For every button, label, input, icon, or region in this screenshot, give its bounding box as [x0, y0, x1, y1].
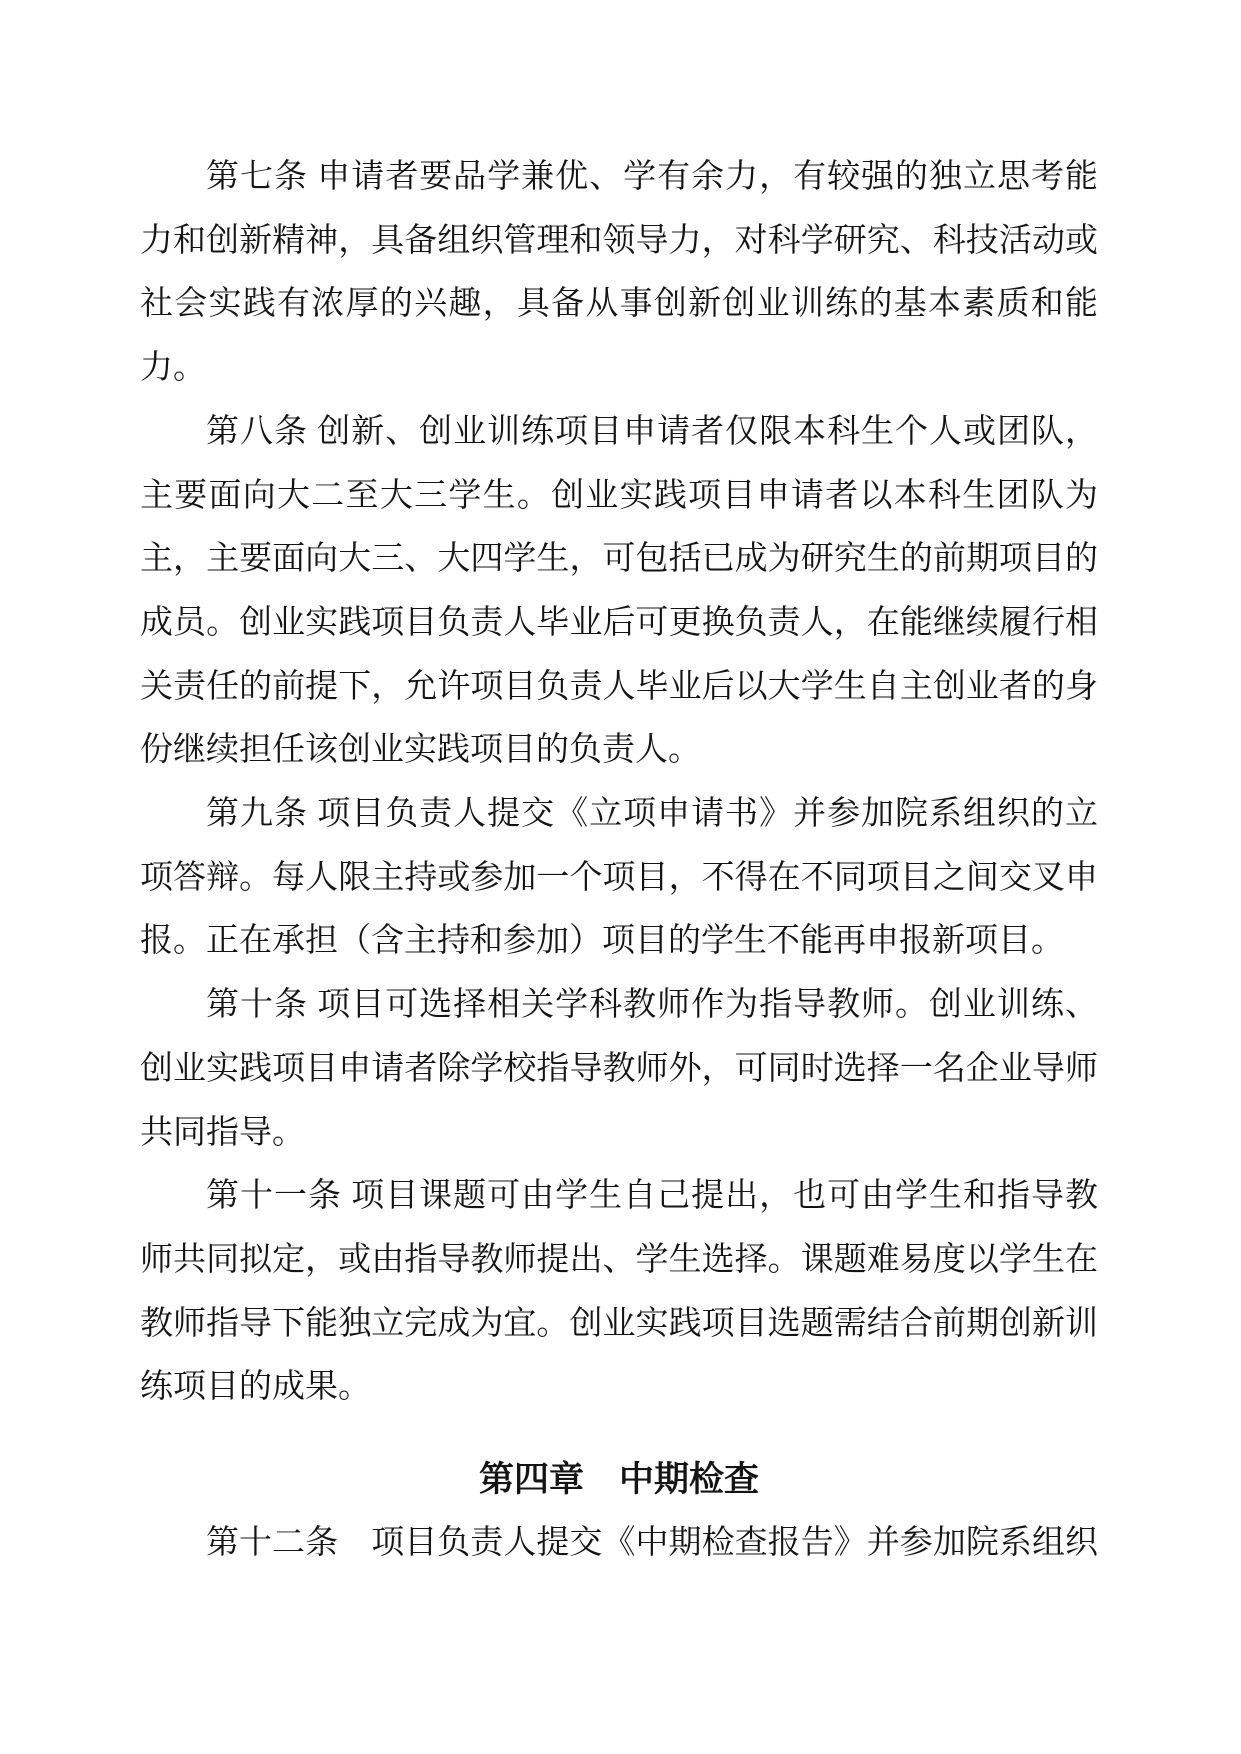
paragraph-line: 第九条 项目负责人提交《立项申请书》并参加院系组织的立	[206, 796, 1098, 833]
paragraph-line: 报。正在承担（含主持和参加）项目的学生不能再申报新项目。	[140, 923, 1064, 960]
paragraph-line: 共同指导。	[140, 1114, 305, 1151]
paragraph-line: 创业实践项目申请者除学校指导教师外，可同时选择一名企业导师	[140, 1050, 1098, 1087]
paragraph-line: 第十二条 项目负责人提交《中期检查报告》并参加院系组织	[206, 1524, 1098, 1561]
paragraph-line: 第八条 创新、创业训练项目申请者仅限本科生个人或团队，	[206, 413, 1098, 450]
paragraph-line: 第七条 申请者要品学兼优、学有余力，有较强的独立思考能	[206, 159, 1098, 195]
paragraph-line: 主要面向大二至大三学生。创业实践项目申请者以本科生团队为	[140, 477, 1098, 514]
paragraph-line: 练项目的成果。	[140, 1369, 371, 1406]
paragraph-line: 力和创新精神，具备组织管理和领导力，对科学研究、科技活动或	[140, 222, 1098, 259]
paragraph-line: 第十一条 项目课题可由学生自己提出，也可由学生和指导教	[206, 1178, 1098, 1215]
paragraph-line: 项答辩。每人限主持或参加一个项目，不得在不同项目之间交叉申	[140, 859, 1098, 896]
paragraph-line: 师共同拟定，或由指导教师提出、学生选择。课题难易度以学生在	[140, 1241, 1098, 1278]
paragraph-line: 关责任的前提下，允许项目负责人毕业后以大学生自主创业者的身	[140, 668, 1098, 705]
paragraph-line: 社会实践有浓厚的兴趣，具备从事创新创业训练的基本素质和能	[140, 286, 1098, 323]
paragraph-line: 成员。创业实践项目负责人毕业后可更换负责人，在能继续履行相	[140, 604, 1098, 641]
paragraph-line: 主，主要面向大三、大四学生，可包括已成为研究生的前期项目的	[140, 541, 1098, 578]
paragraph-line: 教师指导下能独立完成为宜。创业实践项目选题需结合前期创新训	[140, 1305, 1098, 1342]
paragraph-line: 份继续担任该创业实践项目的负责人。	[140, 732, 701, 769]
paragraph-line: 力。	[140, 350, 206, 387]
document-body	[140, 146, 1098, 1575]
paragraph-line: 第十条 项目可选择相关学科教师作为指导教师。创业训练、	[206, 987, 1098, 1024]
chapter-heading: 第四章 中期检查	[478, 1460, 759, 1500]
